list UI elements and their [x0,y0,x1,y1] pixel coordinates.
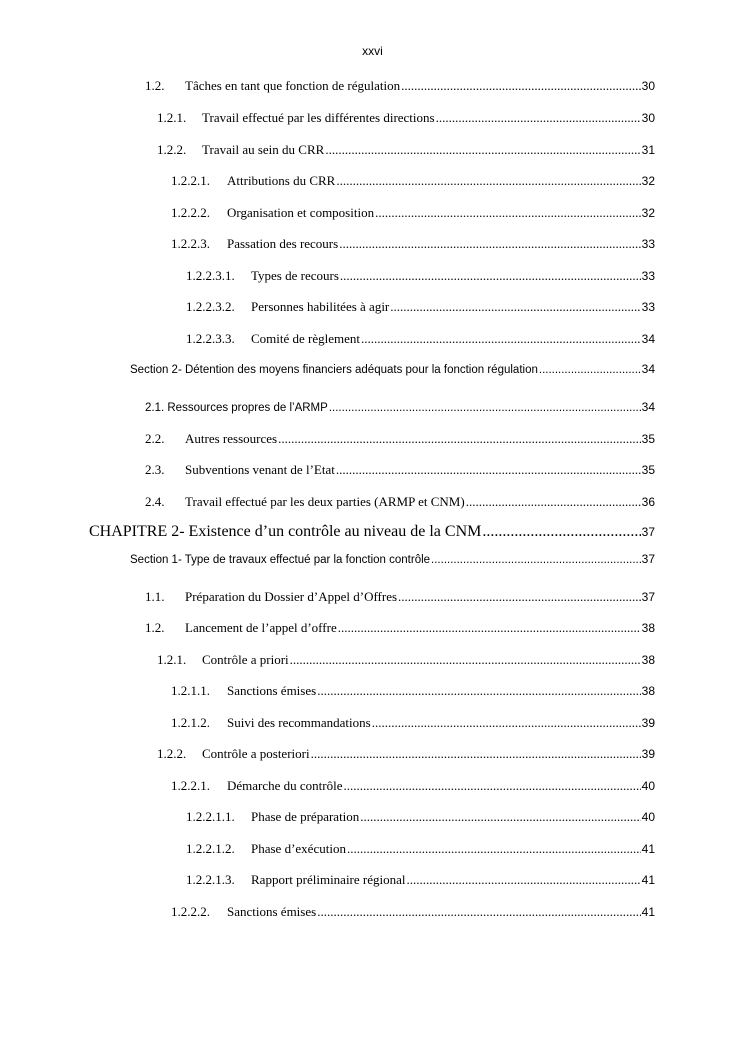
entry-page: 41 [641,842,655,856]
dot-leader [398,589,641,605]
toc-section-entry[interactable] [130,362,655,376]
entry-number: 1.2.2.1. [171,173,210,188]
toc-entry[interactable] [145,462,655,478]
entry-number: 2.4. [145,494,165,509]
toc-entry[interactable] [171,236,655,252]
dot-leader [340,268,641,284]
toc-entry[interactable] [186,299,655,315]
entry-title: Travail au sein du CRR [202,142,325,157]
entry-page: 39 [641,747,655,761]
toc-entry[interactable] [145,494,655,510]
dot-leader [375,205,641,221]
toc-entry[interactable] [145,620,655,636]
dot-leader [407,872,641,888]
entry-title: Travail effectué par les deux parties (ARMP et CNM) [185,494,465,509]
entry-page: 33 [641,269,655,283]
dot-leader [311,746,641,762]
dot-leader [336,462,641,478]
entry-title: Attributions du CRR [227,173,336,188]
page-number: xxvi [362,44,383,58]
dot-leader [347,841,641,857]
dot-leader [336,173,640,189]
entry-title: Personnes habilitées à agir [251,299,390,314]
toc-entry[interactable] [157,652,655,668]
entry-number: 1.2.2.3.2. [186,299,235,314]
entry-number: 1.2. [145,620,165,635]
toc-entry[interactable] [145,431,655,447]
entry-title: Suivi des recommandations [227,715,371,730]
toc-entry[interactable] [186,331,655,347]
entry-number: 1.2.2.1. [171,778,210,793]
entry-number: 1.2.2.1.2. [186,841,235,856]
entry-title: Subventions venant de l’Etat [185,462,335,477]
dot-leader [278,431,641,447]
entry-page: 37 [641,552,655,566]
entry-page: 30 [641,79,655,93]
entry-page: 41 [641,905,655,919]
entry-page: 35 [641,432,655,446]
entry-number: 1.2.2.3. [171,236,210,251]
toc-entry[interactable] [171,173,655,189]
entry-number: 1.2.2. [157,746,187,761]
entry-number: 1.2.2.3.1. [186,268,235,283]
entry-title: Lancement de l’appel d’offre [185,620,337,635]
dot-leader [339,236,640,252]
dot-leader [431,554,641,566]
toc-entry[interactable] [186,268,655,284]
dot-leader [436,110,641,126]
entry-number: 1.2.2.1.3. [186,872,235,887]
entry-page: 31 [641,143,655,157]
entry-title: Sanctions émises [227,904,317,919]
entry-title: Sanctions émises [227,683,317,698]
entry-title: Préparation du Dossier d’Appel d’Offres [185,589,398,604]
entry-title: Section 2- Détention des moyens financiers adéquats pour la fonction régulation [130,364,538,376]
toc-entry[interactable] [171,715,655,731]
toc-entry[interactable] [171,205,655,221]
entry-page: 30 [641,111,655,125]
dot-leader [390,299,640,315]
entry-page: 37 [641,525,655,539]
toc-entry[interactable] [145,78,655,94]
entry-number: 1.2.2.2. [171,205,210,220]
entry-page: 36 [641,495,655,509]
dot-leader [361,331,641,347]
entry-number: 1.2.2.3.3. [186,331,235,346]
entry-number: 1.2. [145,78,165,93]
entry-page: 41 [641,873,655,887]
dot-leader [466,494,641,510]
toc-entry[interactable] [171,778,655,794]
entry-number: 2.2. [145,431,165,446]
entry-number: 1.2.1. [157,110,187,125]
entry-title: CHAPITRE 2- Existence d’un contrôle au niveau de la CNM [89,523,482,540]
toc-entry[interactable] [171,683,655,699]
entry-title: Types de recours [251,268,339,283]
entry-page: 40 [641,810,655,824]
entry-number: 1.1. [145,589,165,604]
dot-leader [360,809,640,825]
entry-page: 38 [641,684,655,698]
dot-leader [317,683,640,699]
dot-leader [401,78,640,94]
toc-entry[interactable] [145,589,655,605]
entry-title: Démarche du contrôle [227,778,343,793]
toc-entry[interactable] [171,904,655,920]
entry-title: Contrôle a priori [202,652,289,667]
entry-page: 38 [641,653,655,667]
dot-leader [290,652,641,668]
dot-leader [317,904,640,920]
toc-chapter-entry[interactable] [89,523,655,541]
dot-leader [338,620,641,636]
toc-section-entry[interactable] [130,552,655,566]
entry-title: Travail effectué par les différentes directions [202,110,435,125]
entry-title: Tâches en tant que fonction de régulation [185,78,401,93]
entry-page: 33 [641,237,655,251]
dot-leader [329,402,641,414]
entry-title: Section 1- Type de travaux effectué par la fonction contrôle [130,554,431,566]
toc-entry[interactable] [157,142,655,158]
toc-entry[interactable] [186,872,655,888]
entry-number: 1.2.2.1.1. [186,809,235,824]
dot-leader [372,715,641,731]
toc-entry[interactable] [186,809,655,825]
entry-page: 32 [641,174,655,188]
entry-page: 37 [641,590,655,604]
entry-number: 2.3. [145,462,165,477]
entry-number: 1.2.1.1. [171,683,210,698]
entry-title: Comité de règlement [251,331,361,346]
entry-page: 34 [641,332,655,346]
entry-page: 40 [641,779,655,793]
entry-title: Rapport préliminaire régional [251,872,406,887]
entry-page: 32 [641,206,655,220]
entry-number: 1.2.2. [157,142,187,157]
entry-number: 1.2.2.2. [171,904,210,919]
entry-title: Organisation et composition [227,205,375,220]
entry-number: 1.2.1. [157,652,187,667]
dot-leader [344,778,641,794]
dot-leader [482,523,640,541]
entry-page: 39 [641,716,655,730]
entry-title: 2.1. Ressources propres de l’ARMP [145,402,328,414]
entry-number: 1.2.1.2. [171,715,210,730]
dot-leader [325,142,640,158]
entry-page: 34 [641,400,655,414]
entry-title: Contrôle a posteriori [202,746,310,761]
entry-page: 38 [641,621,655,635]
toc-entry[interactable] [145,400,655,414]
entry-title: Phase d’exécution [251,841,346,856]
dot-leader [539,364,641,376]
entry-page: 35 [641,463,655,477]
entry-page: 33 [641,300,655,314]
entry-page: 34 [641,362,655,376]
toc-entry[interactable] [157,110,655,126]
toc-entry[interactable] [186,841,655,857]
entry-title: Autres ressources [185,431,278,446]
entry-title: Phase de préparation [251,809,360,824]
entry-title: Passation des recours [227,236,339,251]
toc-entry[interactable] [157,746,655,762]
